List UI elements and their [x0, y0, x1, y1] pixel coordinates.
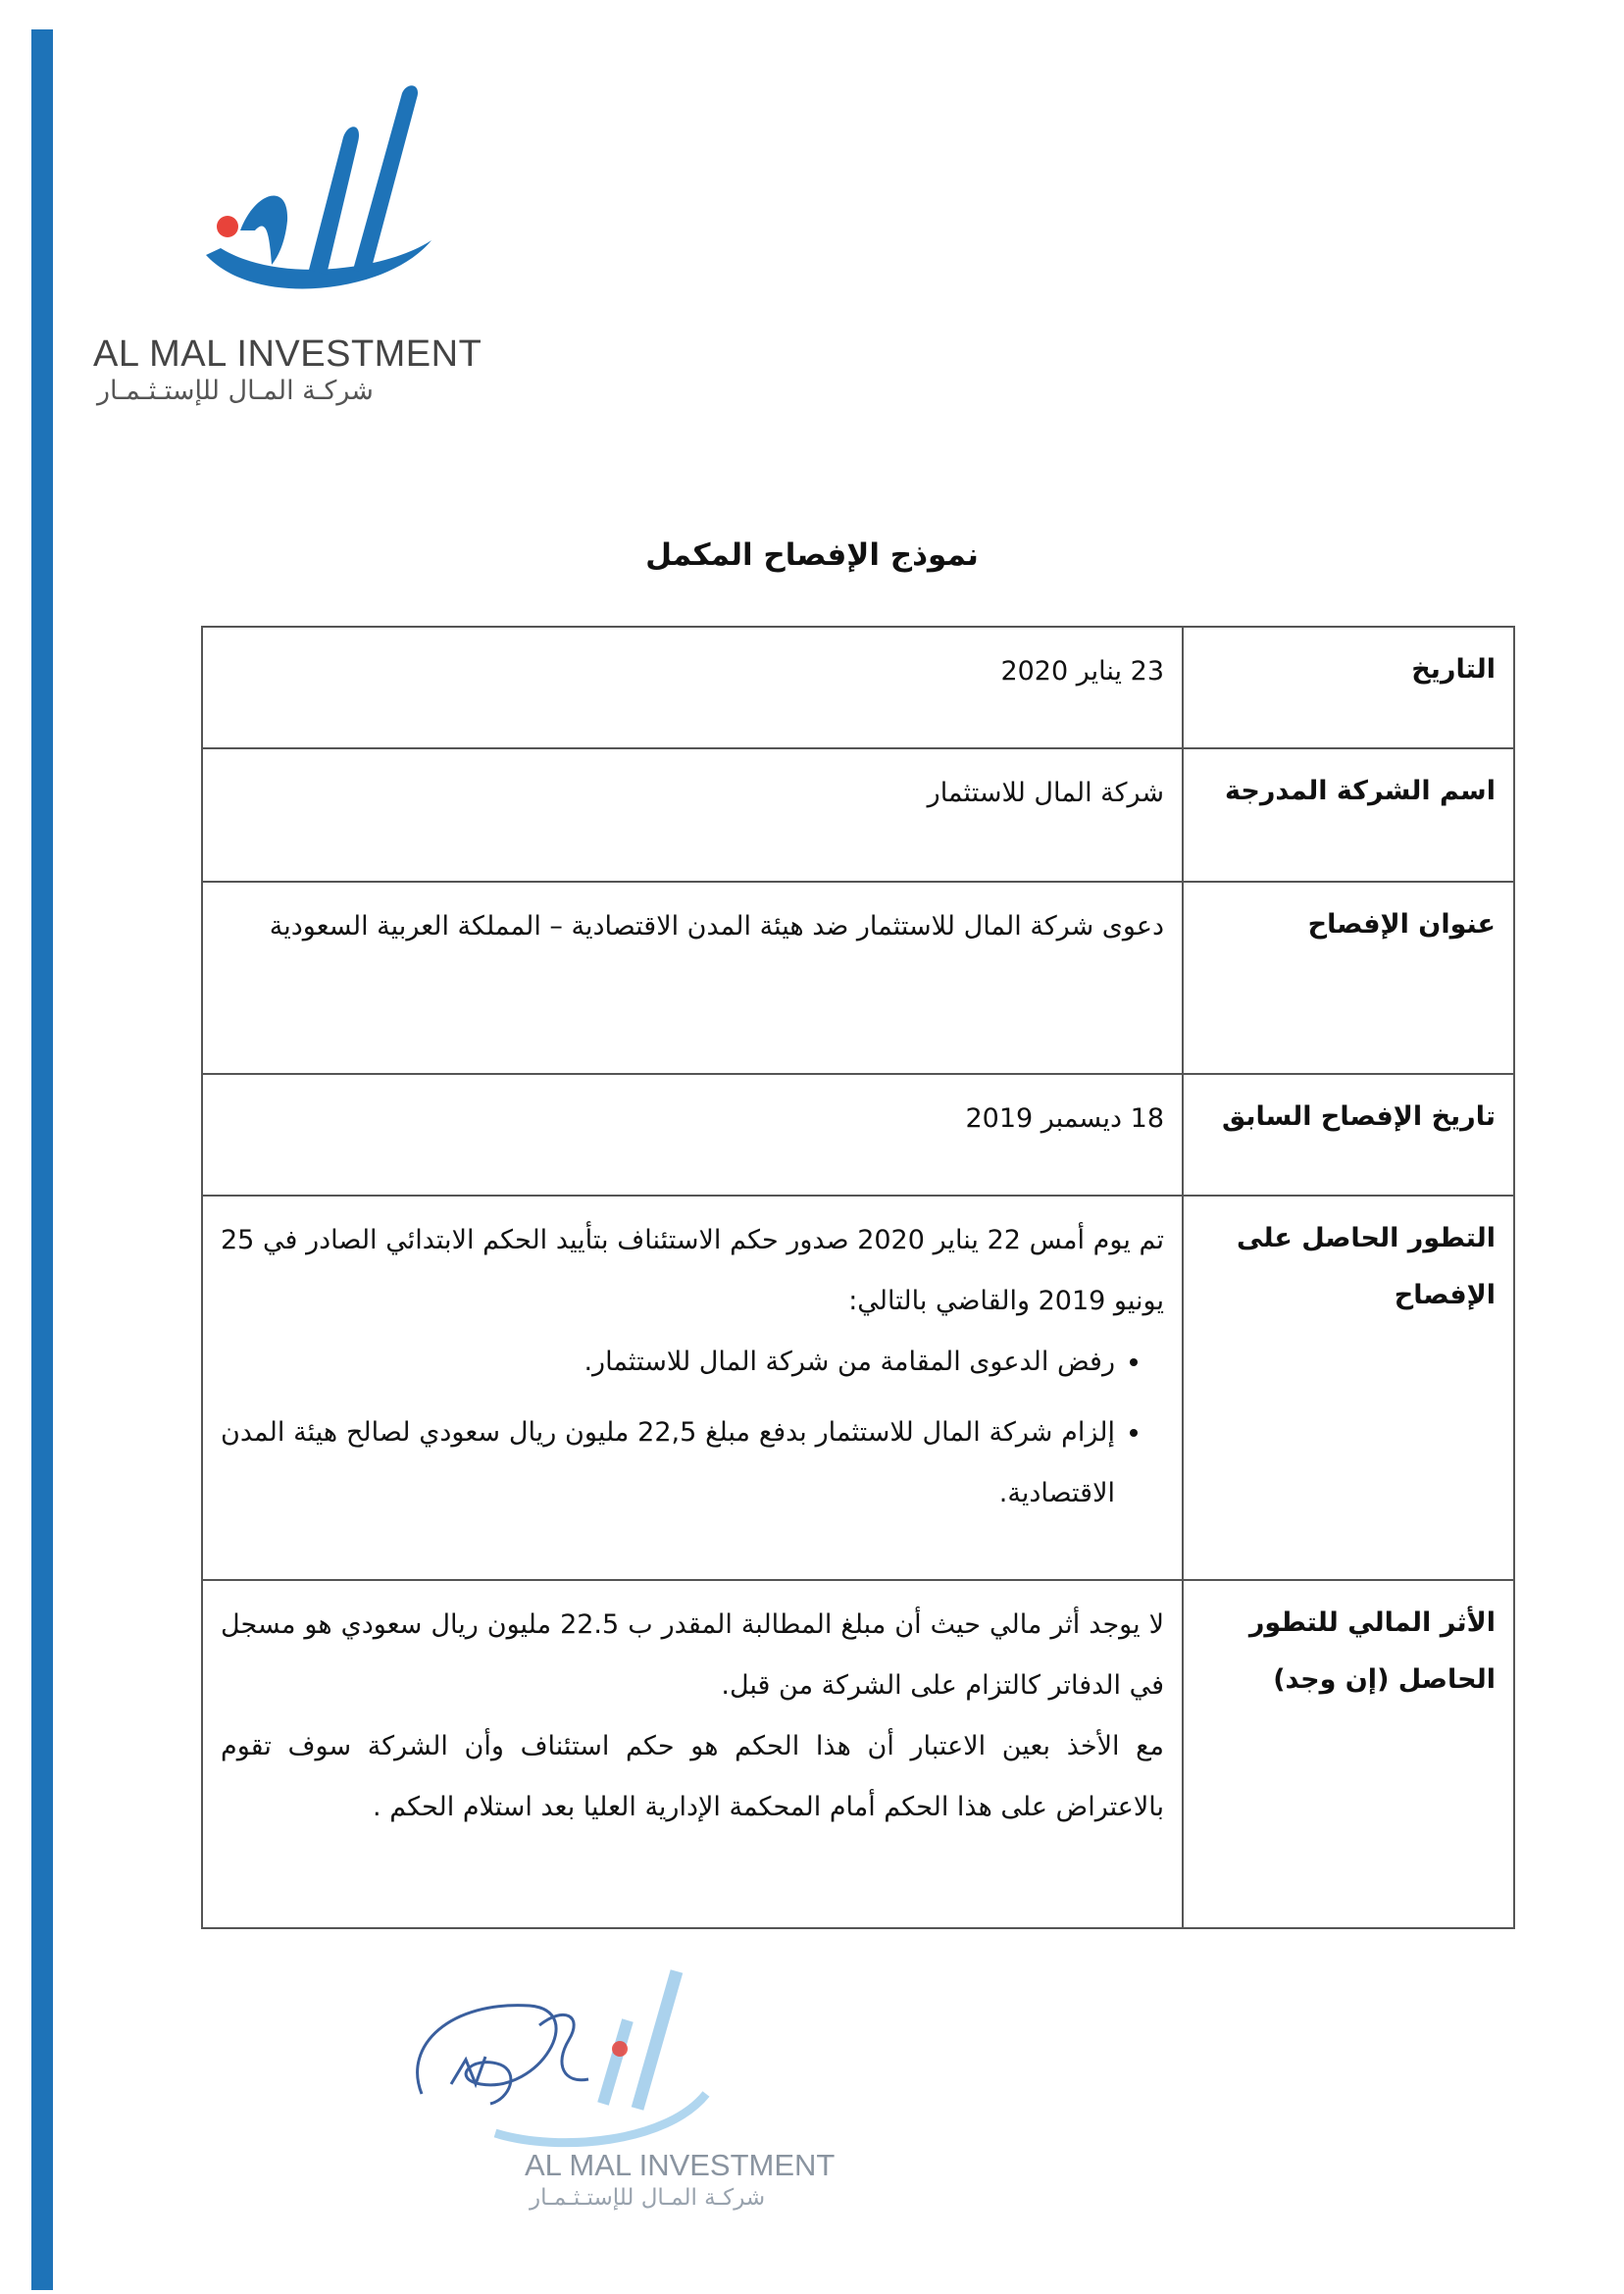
row-label: التاريخ: [1183, 627, 1514, 748]
row-label: الأثر المالي للتطور الحاصل (إن وجد): [1183, 1580, 1514, 1928]
row-value: دعوى شركة المال للاستثمار ضد هيئة المدن الاقتصادية – المملكة العربية السعودية: [202, 882, 1183, 1074]
brand-name-ar: شركـة المـال للإستـثـمـار: [97, 376, 374, 406]
table-row: [202, 627, 1514, 748]
development-intro: تم يوم أمس 22 يناير 2020 صدور حكم الاستئناف بتأييد الحكم الابتدائي الصادر في 25 يونيو 2019 والقاضي بالتالي:: [221, 1225, 1165, 1316]
financial-impact-paragraph: لا يوجد أثر مالي حيث أن مبلغ المطالبة المقدر ب 22.5 مليون ريال سعودي هو مسجل في الدفاتر كالتزام على الشركة من قبل.: [221, 1609, 1165, 1701]
row-label: التطور الحاصل على الإفصاح: [1183, 1196, 1514, 1580]
list-item: • إلزام شركة المال للاستثمار بدفع مبلغ 22,5 مليون ريال سعودي لصالح هيئة المدن الاقتصادية.: [221, 1402, 1115, 1524]
row-value: شركة المال للاستثمار: [202, 748, 1183, 882]
row-value: 18 ديسمبر 2019: [202, 1074, 1183, 1196]
row-value: [202, 1580, 1183, 1928]
stamp-brand-ar: شركـة المـال للإستـثـمـار: [530, 2185, 766, 2211]
left-accent-bar: [31, 29, 53, 2290]
logo-mark-icon: [162, 83, 456, 329]
row-value: [202, 1196, 1183, 1580]
row-value: 23 يناير 2020: [202, 627, 1183, 748]
row-label: تاريخ الإفصاح السابق: [1183, 1074, 1514, 1196]
disclosure-table: [201, 626, 1515, 1929]
table-row: [202, 748, 1514, 882]
table-row: [202, 882, 1514, 1074]
signature-stamp: [392, 1947, 843, 2261]
row-label: عنوان الإفصاح: [1183, 882, 1514, 1074]
financial-note-paragraph: مع الأخذ بعين الاعتبار أن هذا الحكم هو حكم استئناف وأن الشركة سوف تقوم بالاعتراض على هذا الحكم أمام المحكمة الإدارية العليا بعد استلام الحكم .: [221, 1731, 1164, 1822]
table-row: [202, 1580, 1514, 1928]
signature-icon: [392, 1947, 843, 2153]
document-title: نموذج الإفصاح المكمل: [645, 537, 979, 573]
row-label: اسم الشركة المدرجة: [1183, 748, 1514, 882]
table-row: [202, 1196, 1514, 1580]
table-row: [202, 1074, 1514, 1196]
list-item: • رفض الدعوى المقامة من شركة المال للاستثمار.: [221, 1332, 1115, 1393]
brand-name-en: AL MAL INVESTMENT: [93, 333, 482, 375]
stamp-brand-en: AL MAL INVESTMENT: [525, 2148, 836, 2182]
company-logo: [93, 83, 505, 417]
development-list: [221, 1332, 1164, 1524]
